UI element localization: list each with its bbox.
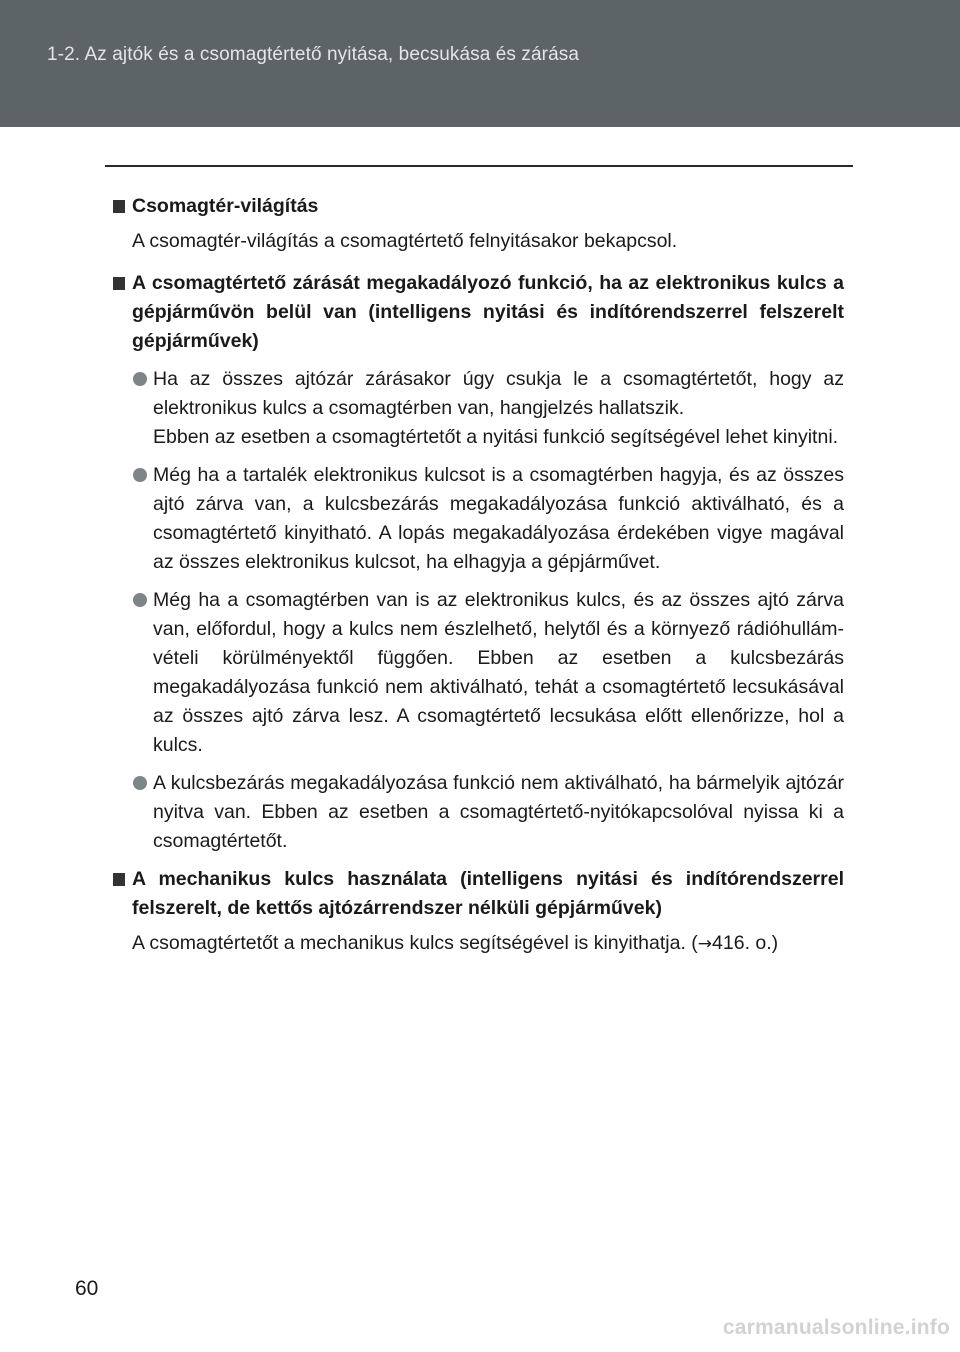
bullet-text: A kulcsbezárás megakadályozása funkció nem aktiválható, ha bármelyik ajtózár nyitva van. Ebben az esetben a csomagtértető-nyitókapcsolóval nyissa ki a csomagtértetőt. [153, 772, 844, 852]
bullet-text: Ebben az esetben a csomagtértetőt a nyitási funkció segítségével lehet kinyitni. [153, 426, 839, 448]
list-item [112, 586, 844, 760]
watermark: carmanualsonline.info [722, 1316, 950, 1339]
chapter-title: 1-2. Az ajtók és a csomagtértető nyitása, becsukása és zárása [47, 44, 580, 65]
circle-bullet-icon [133, 372, 147, 386]
circle-bullet-icon [133, 593, 147, 607]
chapter-header [0, 0, 960, 127]
bullet-text: Még ha a csomagtérben van is az elektronikus kulcs, és az összes ajtó zárva van, előfordul, hogy a kulcs nem észlelhető, helytől és a környező rádióhullám-vételi körülményektől függően. Ebben az esetben a kulcsbezárás megakadályozása funkció nem aktiválható, tehát a csomagtértető lecsukásával az összes ajtó zárva lesz. A csomagtértető lecsukása előtt ellenőrizze, hol a kulcs. [153, 589, 844, 756]
section-heading-trunk-light [112, 192, 844, 221]
page-content [112, 192, 844, 959]
page-number: 60 [75, 1277, 99, 1300]
square-bullet-icon [113, 873, 125, 886]
list-item [112, 769, 844, 856]
circle-bullet-icon [133, 468, 147, 482]
section-heading-trunk-lock-prevention [112, 269, 844, 356]
square-bullet-icon [113, 277, 125, 290]
section-body: A csomagtér-világítás a csomagtértető felnyitásakor bekapcsol. [132, 230, 678, 252]
section-title: A csomagtértető zárását megakadályozó funkció, ha az elektronikus kulcs a gépjárművön belül van (intelligens nyitási és indítórendszerrel felszerelt gépjárművek) [132, 272, 844, 352]
section-title: Csomagtér-világítás [132, 195, 319, 217]
bullet-text: Még ha a tartalék elektronikus kulcsot is a csomagtérben hagyja, és az összes ajtó zárva van, a kulcsbezárás megakadályozása funkció aktiválható, és a csomagtértető kinyitható. A lopás megakadályozása érdekében vigye magával az összes elektronikus kulcsot, ha elhagyja a gépjárművet. [153, 464, 844, 573]
section-heading-mechanical-key [112, 865, 844, 923]
bullet-text: Ha az összes ajtózár zárásakor úgy csukja le a csomagtértetőt, hogy az elektronikus kulcs a csomagtérben van, hangjelzés hallatszik. [153, 368, 844, 419]
square-bullet-icon [113, 200, 125, 213]
section-divider [105, 165, 853, 167]
body-text: A csomagtértetőt a mechanikus kulcs segítségével is kinyithatja. ( [132, 932, 698, 954]
page-reference-link[interactable]: 416. o.) [712, 932, 779, 954]
list-item [112, 461, 844, 577]
section-body [112, 929, 844, 959]
section-title: A mechanikus kulcs használata (intelligens nyitási és indítórendszerrel felszerelt, de kettős ajtózárrendszer nélküli gépjárművek) [132, 868, 844, 919]
circle-bullet-icon [133, 776, 147, 790]
arrow-right-icon: → [697, 934, 713, 954]
list-item [112, 365, 844, 452]
